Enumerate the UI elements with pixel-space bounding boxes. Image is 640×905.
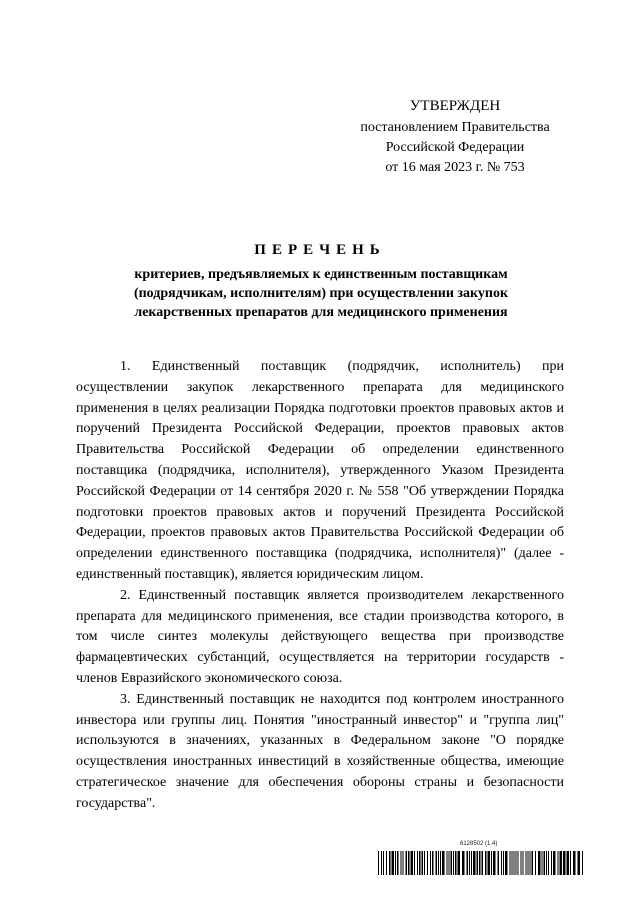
approval-line: от 16 мая 2023 г. № 753 xyxy=(385,160,525,175)
approval-block xyxy=(330,96,580,178)
approval-line: постановлением Правительства xyxy=(360,120,550,135)
paragraph-3: 3. Единственный поставщик не находится под контролем иностранного инвестора или группы лиц. Понятия "иностранный инвестор" и "группа лиц" используются в значениях, указанных в Федеральном законе "О порядке осуществления иностранных инвестиций в хозяйственные общества, имеющие стратегическое значение для обеспечения обороны страны и безопасности государства". xyxy=(76,691,564,811)
subtitle-line: (подрядчикам, исполнителям) при осуществлении закупок xyxy=(133,286,509,301)
barcode-number: 6128502 (1.4) xyxy=(460,841,498,847)
subtitle-line: критериев, предъявляемых к единственным поставщикам xyxy=(134,267,508,282)
paragraph-1: 1. Единственный поставщик (подрядчик, исполнитель) при осуществлении закупок лекарственного препарата для медицинского применения в целях реализации Порядка подготовки проектов правовых актов и поручений Президента Российской Федерации, проектов правовых актов Правительства Российской Федерации об определении единственного поставщика (подрядчика, исполнителя), утвержденного Указом Президента Российской Федерации от 14 сентября 2020 г. № 558 "Об утверждении Порядка подготовки проектов правовых актов и поручений Президента Российской Федерации, проектов правовых актов Правительства Российской Федерации об определении единственного поставщика (подрядчика, исполнителя)" (далее - единственный поставщик), является юридическим лицом. xyxy=(76,359,564,582)
document-body xyxy=(76,357,564,815)
paragraph-2: 2. Единственный поставщик является производителем лекарственного препарата для медицинского применения, все стадии производства которого, в том числе синтез молекулы действующего вещества при производстве фармацевтических субстанций, осуществляется на территории государств - членов Евразийского экономического союза. xyxy=(76,587,564,686)
approval-line: Российской Федерации xyxy=(385,140,525,155)
document-subtitle xyxy=(96,265,546,322)
approval-heading: УТВЕРЖДЕН xyxy=(409,98,501,114)
barcode-image xyxy=(378,851,586,875)
subtitle-line: лекарственных препаратов для медицинского применения xyxy=(134,305,508,320)
document-title: ПЕРЕЧЕНЬ xyxy=(254,242,386,258)
